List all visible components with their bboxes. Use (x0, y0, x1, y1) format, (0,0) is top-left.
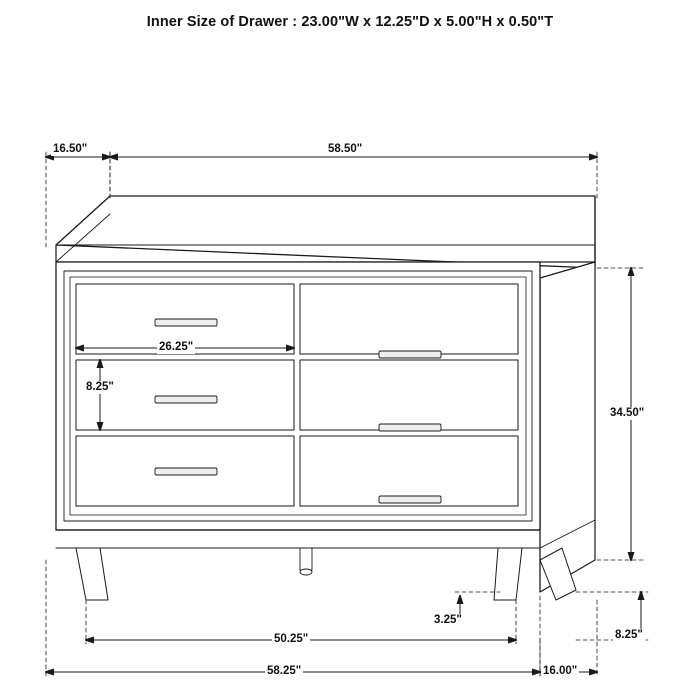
dimension-drawer-width: 26.25" (159, 341, 194, 353)
dimension-base-depth: 16.00" (543, 665, 578, 677)
page-title: Inner Size of Drawer : 23.00"W x 12.25"D x 5.00"H x 0.50"T (146, 14, 554, 30)
dimension-right-height: 34.50" (610, 407, 645, 419)
dimension-leg-clearance: 3.25" (434, 614, 462, 626)
dimension-base-width: 58.25" (267, 665, 302, 677)
dimension-base-right-height: 8.25" (615, 629, 643, 641)
dimension-drawer-height: 8.25" (86, 381, 114, 393)
dimension-base-inner-width: 50.25" (274, 633, 309, 645)
dimension-top-left-depth: 16.50" (53, 143, 88, 155)
dimension-top-width: 58.50" (328, 143, 363, 155)
